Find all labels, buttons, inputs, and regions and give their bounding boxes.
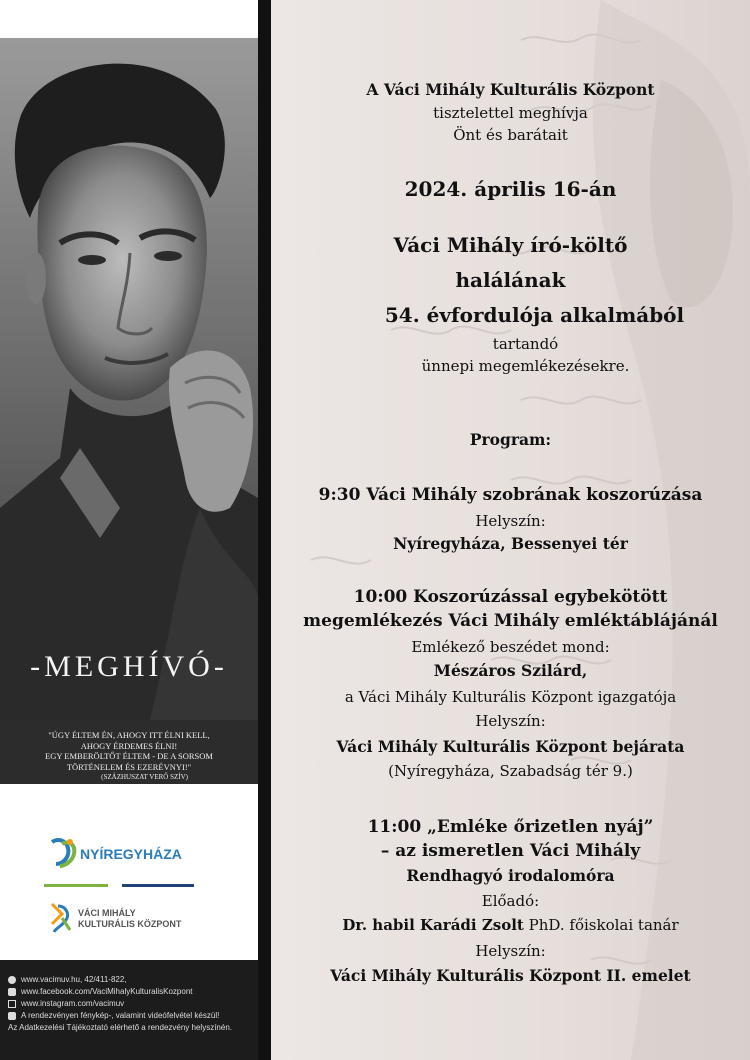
- top-band: [0, 0, 258, 38]
- program-2-speech-label: Emlékező beszédet mond:: [411, 638, 610, 656]
- instagram-icon: [8, 1000, 16, 1008]
- camera-icon: [8, 1012, 16, 1020]
- poem-quote: [0, 720, 258, 784]
- left-column: [0, 0, 258, 1060]
- vertical-divider: [258, 0, 271, 1060]
- program-3-presenter-name: Dr. habil Karádi Zsolt: [342, 916, 524, 934]
- event-date: 2024. április 16-án: [404, 177, 617, 201]
- facebook-icon: [8, 988, 16, 996]
- contact-web: [8, 974, 258, 986]
- program-1-place: Nyíregyháza, Bessenyei tér: [393, 534, 628, 553]
- nyiregyhaza-logo: [48, 836, 182, 874]
- nyiregyhaza-logo-text: NYÍREGYHÁZA: [80, 846, 182, 862]
- quote-line-4: TÖRTÉNELEM ÉS EZERÉVNYI!": [66, 761, 192, 772]
- program-heading: Program:: [469, 430, 552, 449]
- contact-facebook: [8, 986, 258, 998]
- contact-info: [0, 960, 258, 1060]
- vmkk-logo: [48, 900, 182, 938]
- program-3-title-2: – az ismeretlen Váci Mihály: [380, 841, 641, 861]
- invite-line-1: tisztelettel meghívja: [433, 104, 588, 122]
- program-3-presenter: [271, 916, 750, 935]
- event-title-1: Váci Mihály író-költő: [393, 233, 628, 257]
- program-2-place: Váci Mihály Kulturális Központ bejárata: [336, 737, 685, 756]
- logo-area: [0, 784, 258, 960]
- program-3-subtitle: Rendhagyó irodalomóra: [406, 866, 615, 885]
- blue-rule: [122, 884, 194, 887]
- portrait-illustration: [0, 38, 258, 720]
- nyiregyhaza-logo-icon: [48, 836, 78, 870]
- program-2-title-2: megemlékezés Váci Mihály emléktáblájánál: [303, 611, 718, 631]
- globe-icon: [8, 976, 16, 984]
- program-3-presenter-title: PhD. főiskolai tanár: [523, 916, 679, 934]
- vmkk-logo-text: [78, 908, 181, 930]
- contact-photo-notice: [8, 1010, 258, 1022]
- contact-photo-notice-text: A rendezvényen fénykép-, valamint videófelvétel készül!: [21, 1011, 220, 1020]
- event-title-4: tartandó: [492, 335, 559, 353]
- event-title-2: halálának: [455, 268, 566, 292]
- program-1-title: 9:30 Váci Mihály szobrának koszorúzása: [318, 485, 703, 505]
- invite-line-2: Önt és barátait: [453, 126, 568, 144]
- contact-facebook-text: www.facebook.com/VaciMihalyKulturalisKozpont: [21, 987, 193, 996]
- program-3-place-label: Helyszín:: [475, 942, 546, 960]
- event-title-5: ünnepi megemlékezésekre.: [421, 357, 630, 375]
- vmkk-logo-line-2: KULTURÁLIS KÖZPONT: [78, 919, 182, 929]
- program-2-speaker-role: a Váci Mihály Kulturális Központ igazgatója: [344, 688, 677, 706]
- program-3-place: Váci Mihály Kulturális Központ II. emelet: [330, 966, 691, 985]
- host-name: A Váci Mihály Kulturális Központ: [366, 80, 655, 99]
- program-2-address: (Nyíregyháza, Szabadság tér 9.): [388, 762, 633, 780]
- vmkk-logo-line-1: VÁCI MIHÁLY: [78, 908, 136, 918]
- quote-line-1: "ÚGY ÉLTEM ÉN, AHOGY ITT ÉLNI KELL,: [48, 730, 210, 740]
- vmkk-logo-icon: [48, 900, 74, 934]
- portrait-photo: [0, 38, 258, 720]
- program-3-title-1: 11:00 „Emléke őrizetlen nyáj”: [367, 817, 654, 837]
- invitation-banner: -MEGHÍVÓ-: [30, 650, 228, 683]
- contact-web-text: www.vacimuv.hu, 42/411-822,: [21, 975, 127, 984]
- contact-instagram-text: www.instagram.com/vacimuv: [21, 999, 125, 1008]
- quote-line-2: AHOGY ÉRDEMES ÉLNI!: [80, 740, 178, 751]
- contact-instagram: [8, 998, 258, 1010]
- program-1-place-label: Helyszín:: [475, 512, 546, 530]
- quote-line-3: EGY EMBERÖLTŐT ÉLTEM - DE A SORSOM: [45, 751, 213, 761]
- program-2-title-1: 10:00 Koszorúzással egybekötött: [353, 587, 668, 607]
- event-title-3: 54. évfordulója alkalmából: [384, 303, 685, 327]
- contact-privacy-notice: [8, 1022, 258, 1034]
- contact-privacy-notice-text: Az Adatkezelési Tájékoztató elérhető a rendezvény helyszínén.: [8, 1023, 232, 1032]
- program-2-place-label: Helyszín:: [475, 712, 546, 730]
- green-rule: [44, 884, 108, 887]
- program-3-presenter-label: Előadó:: [481, 892, 540, 910]
- quote-source: (SZÁZHUSZAT VERŐ SZÍV): [101, 773, 188, 781]
- program-2-speaker: Mészáros Szilárd,: [433, 661, 588, 680]
